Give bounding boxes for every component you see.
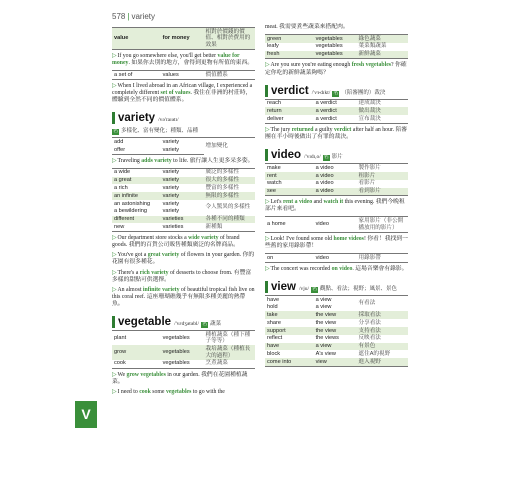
example-text: You've got a: [117, 252, 148, 259]
table-cell: 遮住A的視野: [358, 350, 391, 357]
table-cell: 看到影片: [357, 188, 409, 196]
table-row: [265, 343, 408, 351]
example-text: Traveling: [117, 157, 142, 164]
example-text: of flowers in your garden. 你的花園有很多種花。: [112, 252, 255, 266]
table-cell: 租影片: [357, 172, 409, 180]
table-row: [265, 358, 408, 366]
table-cell: offer: [112, 146, 161, 154]
table-cell: variety: [161, 168, 204, 176]
continued-text: meat. 我需要煮些蔬菜來搭配肉。: [265, 24, 349, 30]
table-cell: vegetables: [161, 330, 204, 345]
example-text: When I lived abroad in an African village, I experienced a completely different: [112, 82, 253, 97]
table-row: [265, 335, 408, 343]
example-text: ▷: [112, 252, 117, 259]
example-text: Our department store stocks a: [117, 235, 189, 242]
example-text: to go with the: [191, 388, 225, 395]
table-row: [112, 360, 255, 368]
header-separator: |: [127, 12, 130, 21]
table-cell: variety: [162, 185, 180, 192]
gloss: 影片: [331, 154, 343, 161]
collocation-table-set-values: [112, 70, 255, 80]
example-text: ▷: [265, 235, 270, 242]
example-sentence: [112, 53, 255, 67]
example-text: ▷: [112, 388, 117, 395]
table-cell: a video: [315, 180, 334, 187]
table-cell: a video: [314, 188, 357, 196]
collocation-highlight: set of values: [160, 90, 191, 97]
collocation-highlight: adds variety: [141, 157, 172, 164]
table-row: [112, 216, 255, 224]
table-cell: 宣布裁決: [357, 115, 409, 123]
example-text: this evening. 我們今晚租部片來看吧。: [265, 199, 405, 213]
pronunciation: /'vɪdɪ,o/: [304, 154, 321, 161]
table-cell: 烹煮蔬菜: [204, 360, 256, 368]
table-cell: a bewildering: [114, 208, 147, 215]
table-cell: grow: [112, 345, 161, 359]
example-sentence: [112, 287, 255, 308]
entry-bar: [265, 281, 268, 293]
part-of-speech-badge: 名: [323, 155, 329, 161]
collocation-table-variety-2: [112, 168, 255, 232]
table-cell: 做出裁決: [357, 107, 409, 115]
collocation-table-verdict: [265, 99, 408, 124]
part-of-speech-badge: 名: [202, 321, 208, 327]
table-row: [112, 223, 255, 231]
collocation-table-view: [265, 295, 408, 367]
table-cell: have: [265, 343, 314, 351]
example-text: The concert was recorded: [270, 265, 332, 272]
example-text: after half an hour. 陪審團在半小時後做出了有罪的裁決。: [265, 126, 408, 141]
collocation-table-variety-1: [112, 137, 255, 155]
table-cell: 進入視野: [357, 358, 409, 366]
table-cell: 各種不同的種類: [204, 216, 256, 224]
gloss: （陪審團的）裁決: [341, 89, 386, 96]
example-text: The jury: [270, 126, 292, 133]
table-cell: 看影片: [358, 180, 376, 187]
page-number: 578: [112, 12, 126, 21]
table-cell: reflect: [267, 335, 283, 342]
table-cell: share: [267, 319, 281, 326]
collocation-table-value-money: [112, 27, 255, 50]
collocation-table-video-1: [265, 163, 408, 196]
table-cell: 令人驚異的多樣性: [205, 204, 251, 211]
example-sentence: [265, 127, 408, 141]
table-row: [112, 28, 255, 50]
example-text: ▷: [112, 269, 117, 276]
example-text: ? 你確定你吃的新鮮蔬菜夠嗎？: [265, 62, 407, 76]
collocation-word: value: [112, 28, 161, 50]
headword: view: [271, 280, 296, 293]
table-cell: 葉菜類蔬菜: [358, 43, 387, 50]
example-text: There's a: [117, 269, 140, 276]
example-text: Are you sure you're eating enough: [270, 62, 352, 69]
example-sentence: [265, 199, 408, 213]
table-row: [265, 43, 408, 51]
table-cell: an infinite: [112, 192, 161, 200]
entry-heading-variety: [112, 112, 255, 124]
table-row: [265, 327, 408, 335]
example-text: of desserts to choose from. 有豐富多樣的甜點可供選擇。: [112, 269, 252, 283]
table-cell: 種植蔬菜（種下種子等等）: [204, 330, 256, 345]
example-text: ▷: [265, 62, 270, 69]
example-text: We: [117, 371, 127, 378]
example-sentence: [112, 252, 255, 266]
table-cell: a video: [314, 164, 357, 172]
collocation-highlight: returned: [291, 126, 314, 133]
entry-heading-verdict: [265, 85, 408, 97]
table-cell: 廣泛的多樣性: [204, 168, 256, 176]
table-cell: come into: [265, 358, 314, 366]
table-cell: return: [265, 107, 314, 115]
collocation-highlight: watch it: [323, 199, 344, 206]
table-row: [112, 200, 255, 208]
gloss: 蔬菜: [210, 320, 222, 327]
table-cell: 豐富的多樣性: [205, 185, 240, 192]
table-cell: the view: [314, 327, 357, 335]
collocation-highlight: rent a video: [282, 199, 313, 206]
example-text: Let's: [270, 199, 283, 206]
table-cell: the views: [315, 335, 339, 342]
collocation-highlight: vegetables: [165, 388, 192, 395]
table-row: [112, 184, 255, 192]
table-row: [265, 295, 408, 303]
table-cell: reach: [265, 99, 314, 107]
table-cell: support: [265, 327, 314, 335]
table-cell: 綠色蔬菜: [357, 35, 409, 43]
table-cell: take: [265, 311, 314, 319]
table-cell: plant: [112, 330, 161, 345]
example-sentence: [112, 158, 255, 165]
headword: video: [271, 149, 302, 162]
table-row: [265, 319, 408, 327]
table-row: [265, 35, 408, 43]
table-cell: add: [112, 138, 161, 146]
example-text: ▷: [112, 286, 117, 293]
pronunciation: /vju/: [298, 285, 310, 292]
collocation-highlight: value for money: [112, 52, 240, 67]
example-text: . 這場音樂會有錄影。: [352, 265, 408, 272]
collocation-highlight: great variety: [147, 252, 180, 259]
page-header: [112, 12, 255, 21]
table-cell: a home: [265, 217, 314, 232]
example-text: ▷: [265, 126, 270, 133]
example-sentence: [265, 62, 408, 76]
entry-heading-vegetable: [112, 316, 255, 328]
table-cell: 新鮮蔬菜: [357, 51, 409, 59]
table-cell: green: [265, 35, 314, 43]
table-cell: variety: [161, 146, 204, 154]
table-cell: variety: [162, 208, 180, 215]
table-cell: 分享看法: [358, 319, 381, 326]
table-cell: an astonishing: [114, 200, 151, 207]
pronunciation: /və'raɪətɪ/: [158, 117, 179, 124]
entry-heading-video: [265, 149, 408, 161]
collocation-highlight: grow vegetables: [126, 371, 166, 378]
sense-text: 多樣化、富有變化；種類、品種: [121, 128, 199, 135]
example-text: ! 你看！我找到一些舊的家用錄影帶！: [265, 235, 408, 249]
table-cell: A's view: [315, 350, 336, 357]
example-text: . 我住在非洲的村莊時，體驗到全然不同的價值體系。: [112, 90, 252, 104]
table-cell: vegetables: [161, 345, 204, 359]
table-row: [265, 107, 408, 115]
right-column: [265, 10, 408, 370]
entry-bar: [265, 149, 268, 161]
collocation-headword: values: [161, 71, 204, 80]
example-text: If you go somewhere else, you'll get better: [117, 52, 218, 59]
table-cell: the view: [315, 319, 337, 326]
part-of-speech-badge: 名: [333, 90, 339, 96]
table-cell: 增加變化: [204, 138, 256, 155]
table-cell: a video: [314, 172, 357, 180]
example-text: . 如果你去別的地方，會得到更物有所值的東西。: [128, 60, 254, 67]
table-cell: variety: [162, 200, 180, 207]
table-cell: video: [314, 217, 357, 232]
table-row: [265, 164, 408, 172]
example-text: ▷: [112, 371, 117, 378]
table-cell: have: [265, 295, 314, 303]
example-text: of brand goods. 我們的百貨公司販售種類廣泛的名牌商品。: [112, 235, 240, 249]
table-cell: leafy: [267, 43, 279, 50]
table-row: [265, 311, 408, 319]
collocation-highlight: infinite variety: [142, 286, 180, 293]
example-text: ▷: [112, 157, 117, 164]
table-cell: vegetables: [315, 43, 343, 50]
example-sentence: [112, 235, 255, 249]
example-sentence: [112, 389, 255, 396]
table-cell: watch: [267, 180, 282, 187]
entry-bar: [265, 85, 268, 97]
table-row: [265, 180, 408, 188]
table-cell: 支持看法: [357, 327, 409, 335]
example-text: ▷: [265, 199, 270, 206]
table-cell: 反映看法: [358, 335, 381, 342]
table-cell: a verdict: [314, 99, 357, 107]
table-cell: 很大的多樣性: [204, 177, 256, 185]
table-cell: varieties: [161, 223, 204, 231]
table-cell: 新種類: [204, 223, 256, 231]
example-text: to life. 旅行讓人生更多采多姿。: [171, 157, 254, 164]
table-cell: vegetables: [161, 360, 204, 368]
table-cell: 達成裁決: [357, 99, 409, 107]
collocation-highlight: cook: [139, 388, 151, 395]
table-row: [112, 177, 255, 185]
table-row: [265, 99, 408, 107]
table-cell: a wide: [112, 168, 161, 176]
table-cell: cook: [112, 360, 161, 368]
table-cell: new: [112, 223, 161, 231]
collocation-highlight: rich variety: [139, 269, 169, 276]
table-cell: 家用影片（非公開播放用的影片）: [357, 217, 409, 232]
collocation-highlight: fresh vegetables: [351, 62, 392, 69]
collocation-table-vegetable-1: [112, 330, 255, 369]
table-cell: on: [265, 254, 314, 263]
collocation-headword: for money: [161, 28, 204, 50]
table-cell: make: [265, 164, 314, 172]
collocation-translation: 相對於價錢的價值、相對於費用的效果: [204, 28, 256, 50]
table-cell: different: [112, 216, 161, 224]
table-cell: a view: [314, 343, 357, 351]
table-cell: block: [267, 350, 281, 357]
headword: verdict: [271, 84, 309, 97]
table-cell: 有看法: [357, 295, 409, 311]
entry-bar: [112, 316, 115, 328]
dictionary-page: [112, 10, 412, 500]
table-cell: a view: [315, 304, 332, 311]
example-text: Look! I've found some old: [270, 235, 334, 242]
table-cell: the view: [314, 311, 357, 319]
table-row: [265, 51, 408, 59]
example-sentence: [112, 372, 255, 386]
table-row: [112, 168, 255, 176]
entry-heading-view: [265, 281, 408, 293]
left-column: [112, 10, 255, 399]
example-text: ▷: [112, 82, 117, 89]
table-cell: 有景色: [357, 343, 409, 351]
collocation-highlight: wide variety: [188, 235, 219, 242]
collocation-highlight: home videos: [333, 235, 364, 242]
gloss: 觀點、看法；視野；風景、景色: [320, 285, 398, 292]
example-sentence: [112, 83, 255, 104]
example-text: of beautiful tropical fish live on this coral reef. 這座珊瑚礁幾乎有無限多種美麗的熱帶魚。: [112, 286, 255, 307]
table-cell: a verdict: [314, 107, 357, 115]
table-row: [112, 330, 255, 345]
section-letter-tab: V: [75, 401, 97, 428]
table-cell: rent: [265, 172, 314, 180]
table-cell: video: [314, 254, 357, 263]
pronunciation: /'vɛdʒətəbl/: [174, 320, 200, 327]
collocation-highlight: verdict: [333, 126, 352, 133]
example-text: and: [312, 199, 324, 206]
collocation-table-video-3: [265, 253, 408, 263]
table-row: [265, 217, 408, 232]
table-row: [265, 188, 408, 196]
example-text: a guilty: [313, 126, 334, 133]
table-cell: varieties: [161, 216, 204, 224]
table-cell: see: [265, 188, 314, 196]
example-text: in our garden. 我們在花園種植蔬菜。: [112, 371, 248, 385]
example-sentence: [112, 270, 255, 284]
table-cell: fresh: [265, 51, 314, 59]
table-cell: vegetables: [314, 51, 357, 59]
table-row: [112, 345, 255, 359]
part-of-speech-badge: 名: [113, 129, 119, 135]
example-text: some: [150, 388, 166, 395]
table-cell: view: [314, 358, 357, 366]
table-row: [112, 138, 255, 146]
table-cell: a rich: [114, 185, 128, 192]
table-row: [265, 350, 408, 358]
example-sentence: [265, 266, 408, 273]
table-cell: 採取看法: [357, 311, 409, 319]
example-sentence: [265, 236, 408, 250]
headword: vegetable: [118, 315, 172, 328]
table-row: [265, 172, 408, 180]
table-cell: hold: [267, 304, 278, 311]
headword: variety: [118, 112, 156, 125]
table-cell: variety: [161, 138, 204, 146]
entry-bar: [112, 112, 115, 124]
table-cell: a view: [314, 295, 357, 303]
table-cell: variety: [161, 177, 204, 185]
collocation-translation: 價值體系: [204, 71, 256, 80]
table-row: [112, 192, 255, 200]
example-text: ▷: [112, 235, 117, 242]
collocation-table-video-2: [265, 216, 408, 232]
table-cell: a verdict: [314, 115, 357, 123]
table-row: [265, 254, 408, 263]
table-cell: 用錄影帶: [357, 254, 409, 263]
sense-line: [112, 126, 255, 135]
table-cell: vegetables: [314, 35, 357, 43]
collocation-table-vegetable-2: [265, 34, 408, 59]
table-cell: 栽培蔬菜（種植長大的過程）: [204, 345, 256, 359]
table-row: [112, 71, 255, 80]
example-text: An almost: [117, 286, 143, 293]
header-word: variety: [131, 12, 155, 21]
example-text: ▷: [112, 52, 117, 59]
collocation-highlight: on video: [331, 265, 353, 272]
table-cell: deliver: [265, 115, 314, 123]
table-cell: a great: [112, 177, 161, 185]
table-cell: 製作影片: [357, 164, 409, 172]
table-row: [265, 115, 408, 123]
example-text: I need to: [117, 388, 140, 395]
collocation-word: a set of: [112, 71, 161, 80]
example-text: ▷: [265, 265, 270, 272]
table-cell: 無限的多樣性: [204, 192, 256, 200]
table-cell: variety: [161, 192, 204, 200]
pronunciation: /'vɝdɪkt/: [311, 89, 331, 96]
part-of-speech-badge: 名: [312, 286, 318, 292]
